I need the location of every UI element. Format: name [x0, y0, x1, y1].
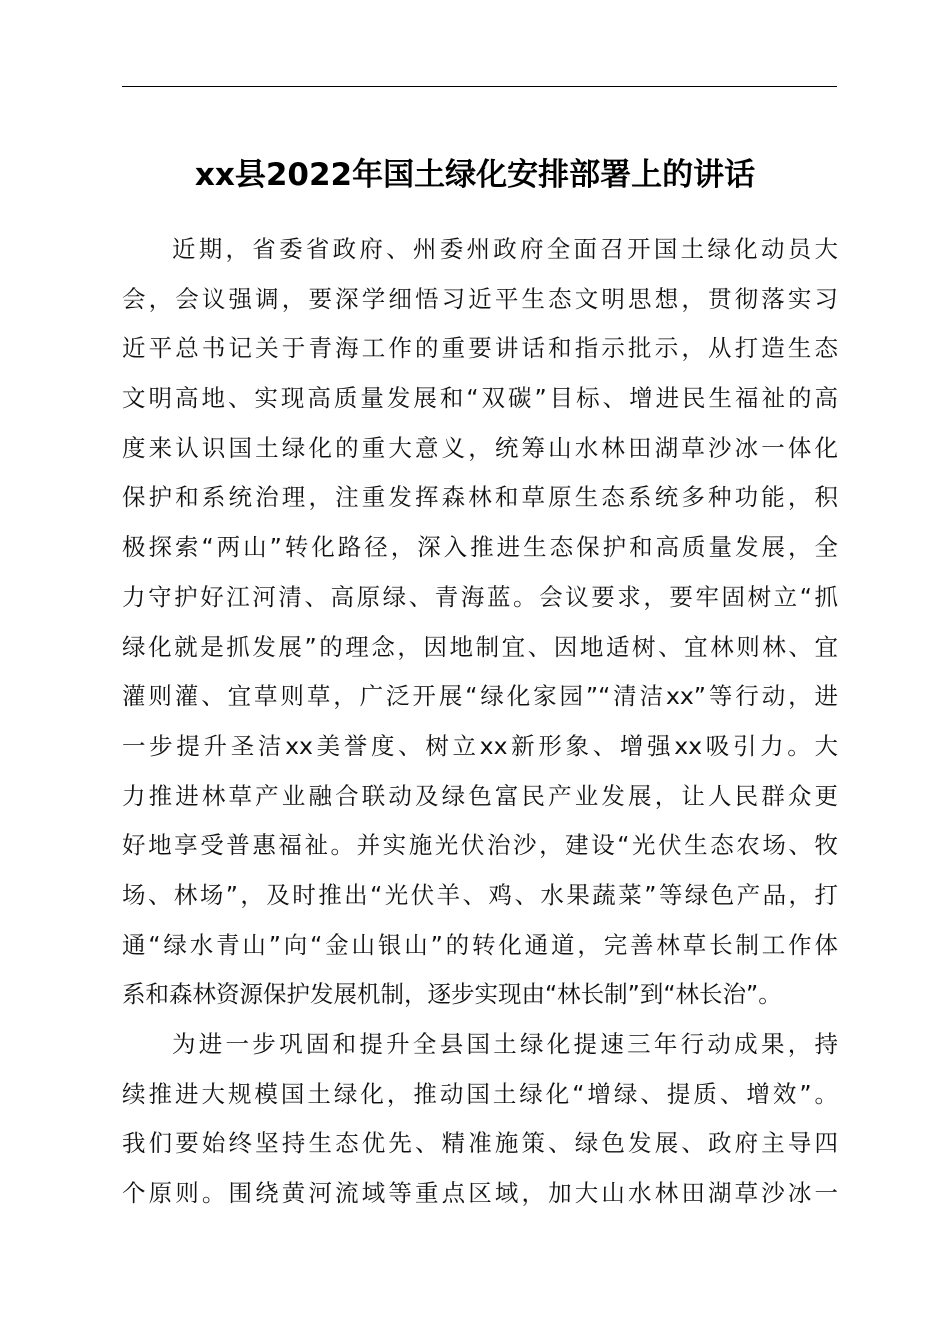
paragraph-1-line-4: 文明高地、实现高质量发展和“双碳”目标、增进民生福祉的高	[122, 384, 838, 413]
paragraph-1-line-6: 保护和系统治理，注重发挥森林和草原生态系统多种功能，积	[122, 483, 838, 512]
paragraph-1-line-12: 力推进林草产业融合联动及绿色富民产业发展，让人民群众更	[122, 781, 838, 810]
paragraph-1-line-9: 绿化就是抓发展”的理念，因地制宜、因地适树、宜林则林、宜	[122, 632, 838, 661]
paragraph-1-line-8: 力守护好江河清、高原绿、青海蓝。会议要求，要牢固树立“抓	[122, 582, 838, 611]
paragraph-1-line-7: 极探索“两山”转化路径，深入推进生态保护和高质量发展，全	[122, 533, 838, 562]
document-title: xx县2022年国土绿化安排部署上的讲话	[194, 157, 756, 193]
paragraph-1-line-5: 度来认识国土绿化的重大意义，统筹山水林田湖草沙冰一体化	[122, 433, 838, 462]
header-rule	[122, 86, 837, 87]
paragraph-2-line-4: 个原则。围绕黄河流域等重点区域，加大山水林田湖草沙冰一	[122, 1179, 838, 1208]
paragraph-1-line-14: 场、林场”，及时推出“光伏羊、鸡、水果蔬菜”等绿色产品，打	[122, 880, 838, 909]
paragraph-1-line-16: 系和森林资源保护发展机制，逐步实现由“林长制”到“林长治”。	[122, 980, 782, 1009]
document-body	[122, 225, 838, 1219]
paragraph-1-line-2: 会，会议强调，要深学细悟习近平生态文明思想，贯彻落实习	[122, 284, 838, 313]
paragraph-1-line-15: 通“绿水青山”向“金山银山”的转化通道，完善林草长制工作体	[122, 930, 838, 959]
paragraph-1-line-13: 好地享受普惠福祉。并实施光伏治沙，建设“光伏生态农场、牧	[122, 831, 838, 860]
paragraph-1-line-1: 近期，省委省政府、州委州政府全面召开国土绿化动员大	[172, 235, 838, 263]
paragraph-2-line-2: 续推进大规模国土绿化，推动国土绿化“增绿、提质、增效”。	[122, 1079, 838, 1108]
paragraph-1-line-3: 近平总书记关于青海工作的重要讲话和指示批示，从打造生态	[122, 334, 838, 363]
paragraph-2-line-3: 我们要始终坚持生态优先、精准施策、绿色发展、政府主导四	[122, 1129, 838, 1158]
paragraph-1-line-11: 一步提升圣洁xx美誉度、树立xx新形象、增强xx吸引力。大	[122, 731, 838, 760]
paragraph-2-line-1: 为进一步巩固和提升全县国土绿化提速三年行动成果，持	[172, 1030, 838, 1058]
paragraph-1-line-10: 灌则灌、宜草则草，广泛开展“绿化家园”“清洁xx”等行动，进	[122, 682, 838, 711]
